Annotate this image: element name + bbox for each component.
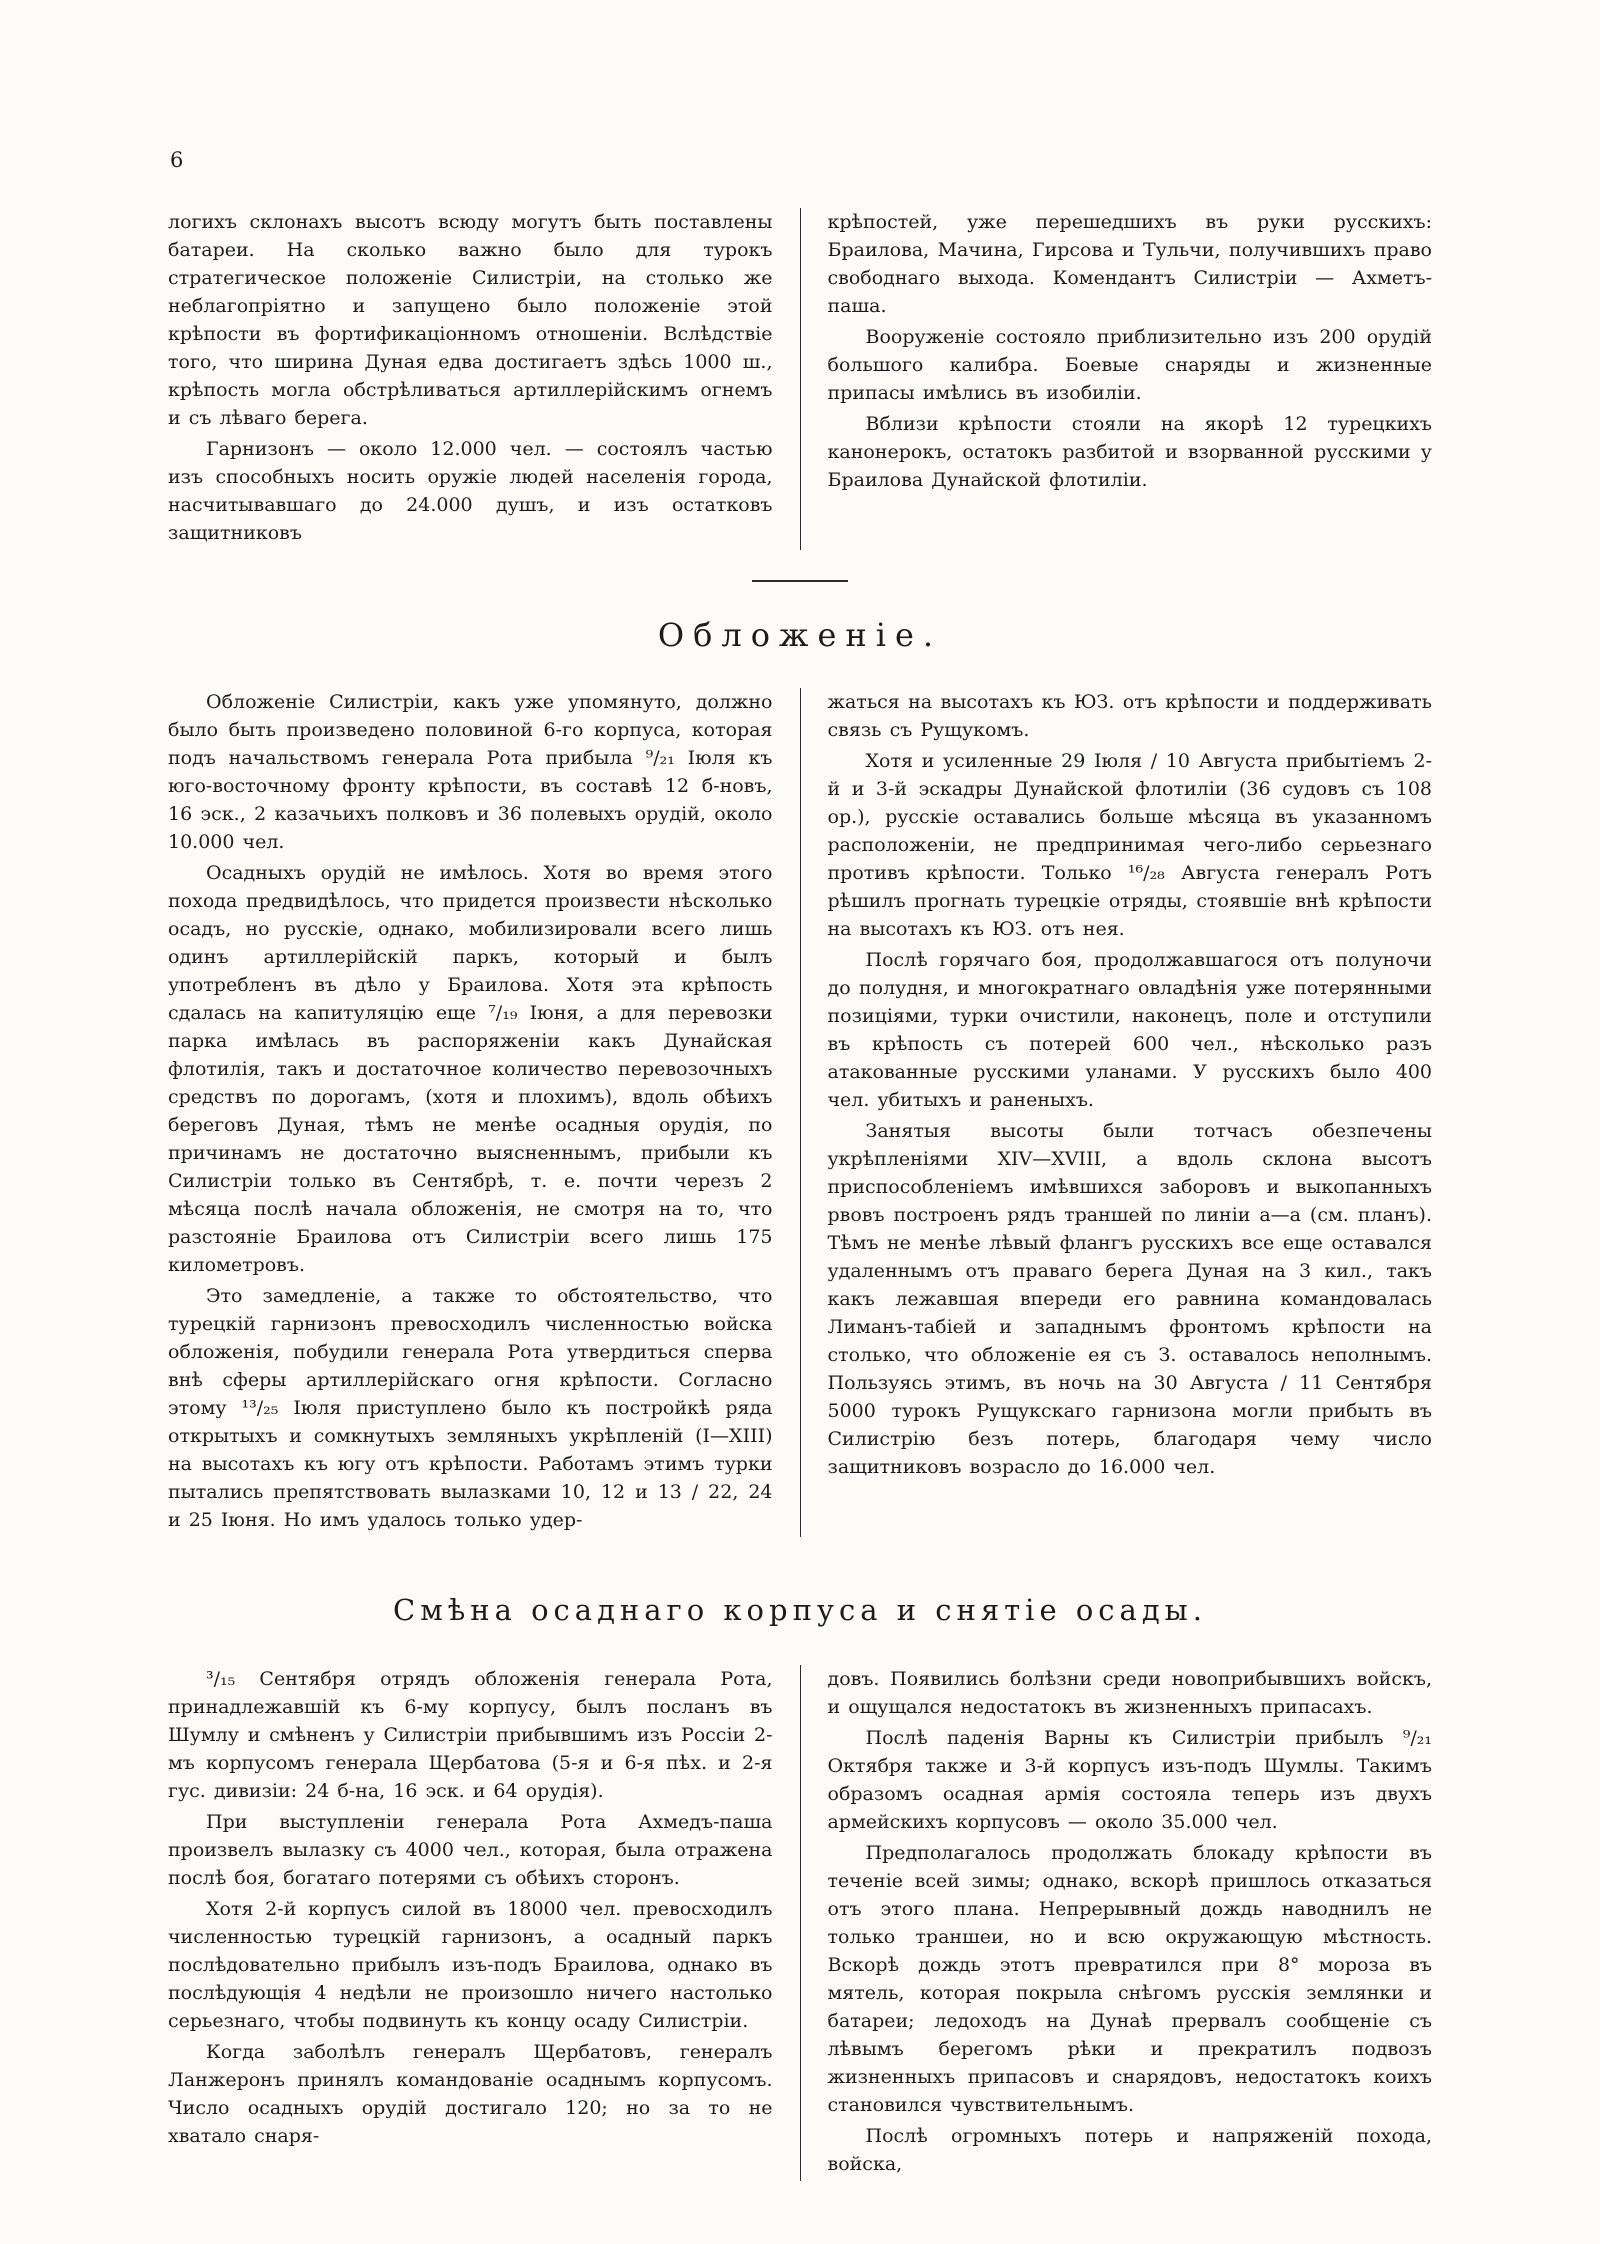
paragraph: Обложеніе Силистріи, какъ уже упомянуто, должно было быть произведено половиной 6-го корпуса, которая подъ начальствомъ генерала Рота прибыла ⁹/₂₁ Іюля къ юго-восточному фронту крѣпости, въ составѣ 12 б-новъ, 16 эск., 2 казачьихъ полковъ и 36 полевыхъ орудій, около 10.000 чел.: [168, 691, 773, 853]
relief-right-column: [828, 1665, 1433, 2181]
siege-right-column: [828, 688, 1433, 1537]
paragraph: ³/₁₅ Сентября отрядъ обложенія генерала Рота, принадлежавшій къ 6-му корпусу, былъ посланъ въ Шумлу и смѣненъ у Силистріи прибывшимъ изъ Россіи 2-мъ корпусомъ генерала Щербатова (5-я и 6-я пѣх. и 2-я гус. дивизіи: 24 б-на, 16 эск. и 64 орудія).: [168, 1668, 773, 1802]
paragraph: Предполагалось продолжать блокаду крѣпости въ теченіе всей зимы; однако, вскорѣ пришлось отказаться отъ этого плана. Непрерывный дождь наводнилъ не только траншеи, но и всю окружающую мѣстность. Вскорѣ дождь этотъ превратился при 8° мороза въ мятель, которая покрыла снѣгомъ русскія землянки и батареи; ледоходъ на Дунаѣ прервалъ сообщеніе съ лѣвымъ берегомъ рѣки и прекратилъ подвозъ жизненныхъ припасовъ и снарядовъ, недостатокъ коихъ становился чувствительнымъ.: [827, 1842, 1432, 2116]
intro-right-column: [828, 208, 1433, 550]
paragraph: Вблизи крѣпости стояли на якорѣ 12 турецкихъ канонерокъ, остатокъ разбитой и взорванной русскими у Браилова Дунайской флотиліи.: [827, 413, 1432, 491]
column-divider: [800, 1665, 801, 2181]
paragraph: Это замедленіе, а также то обстоятельство, что турецкій гарнизонъ превосходилъ численностью войска обложенія, побудили генерала Рота утвердиться сперва внѣ сферы артиллерійскаго огня крѣпости. Согласно этому ¹³/₂₅ Іюля приступлено было къ постройкѣ ряда открытыхъ и сомкнутыхъ земляныхъ укрѣпленій (I—XIII) на высотахъ къ югу отъ крѣпости. Работамъ этимъ турки пытались препятствовать вылазками 10, 12 и 13 / 22, 24 и 25 Іюня. Но имъ удалось только удер-: [168, 1285, 773, 1531]
relief-left-column: [168, 1665, 773, 2181]
paragraph: жаться на высотахъ къ ЮЗ. отъ крѣпости и поддерживать связь съ Рущукомъ.: [827, 691, 1432, 741]
paragraph: Хотя 2-й корпусъ силой въ 18000 чел. превосходилъ численностью турецкій гарнизонъ, а осадный паркъ послѣдовательно прибылъ изъ-подъ Браилова, однако въ послѣдующія 4 недѣли не произошло ничего настолько серьезнаго, чтобы подвинуть къ концу осаду Силистріи.: [168, 1898, 773, 2032]
paragraph: При выступленіи генерала Рота Ахмедъ-паша произвелъ вылазку съ 4000 чел., которая, была отражена послѣ боя, богатаго потерями съ обѣихъ сторонъ.: [168, 1811, 773, 1889]
column-divider: [800, 208, 801, 550]
section-heading-siege: Обложеніе.: [657, 616, 943, 654]
siege-section: [168, 688, 1432, 1537]
paragraph: Послѣ паденія Варны къ Силистріи прибылъ ⁹/₂₁ Октября также и 3-й корпусъ изъ-подъ Шумлы. Такимъ образомъ осадная армія состояла теперь изъ двухъ армейскихъ корпусовъ — около 35.000 чел.: [827, 1727, 1432, 1833]
section-heading-relief: Смѣна осаднаго корпуса и снятіе осады.: [393, 1593, 1207, 1627]
paragraph: Гарнизонъ — около 12.000 чел. — состоялъ частью изъ способныхъ носить оружіе людей населенія города, насчитывавшаго до 24.000 душъ, и изъ остатковъ защитниковъ: [168, 438, 773, 544]
page-number: 6: [170, 148, 184, 172]
intro-section: [168, 208, 1432, 550]
paragraph: крѣпостей, уже перешедшихъ въ руки русскихъ: Браилова, Мачина, Гирсова и Тульчи, получившихъ право свободнаго выхода. Комендантъ Силистріи — Ахметъ-паша.: [827, 211, 1432, 317]
section-rule: [752, 580, 848, 582]
relief-section: [168, 1665, 1432, 2181]
intro-left-column: [168, 208, 773, 550]
siege-left-column: [168, 688, 773, 1537]
paragraph: довъ. Появились болѣзни среди новоприбывшихъ войскъ, и ощущался недостатокъ въ жизненныхъ припасахъ.: [827, 1668, 1432, 1718]
paragraph: Занятыя высоты были тотчасъ обезпечены укрѣпленіями XIV—XVIII, а вдоль склона высотъ приспособленіемъ имѣвшихся заборовъ и выкопанныхъ рвовъ построенъ рядъ траншей по линіи a—a (см. планъ). Тѣмъ не менѣе лѣвый флангъ русскихъ все еще оставался удаленнымъ отъ праваго берега Дуная на 3 кил., такъ какъ лежавшая впереди его равнина командовалась Лиманъ-табіей и западнымъ фронтомъ крѣпости на столько, что обложеніе ея съ З. оставалось неполнымъ. Пользуясь этимъ, въ ночь на 30 Августа / 11 Сентября 5000 турокъ Рущукскаго гарнизона могли прибыть въ Силистрію безъ потерь, благодаря чему число защитниковъ возрасло до 16.000 чел.: [827, 1120, 1432, 1478]
paragraph: Когда заболѣлъ генералъ Щербатовъ, генералъ Ланжеронъ принялъ командованіе осаднымъ корпусомъ. Число осадныхъ орудій достигало 120; но за то не хватало снаря-: [168, 2041, 773, 2147]
paragraph: Вооруженіе состояло приблизительно изъ 200 орудій большого калибра. Боевые снаряды и жизненные припасы имѣлись въ изобиліи.: [827, 326, 1432, 404]
column-divider: [800, 688, 801, 1537]
paragraph: логихъ склонахъ высотъ всюду могутъ быть поставлены батареи. На сколько важно было для турокъ стратегическое положеніе Силистріи, на столько же неблагопріятно и запущено было положеніе этой крѣпости въ фортификаціонномъ отношеніи. Вслѣдствіе того, что ширина Дуная едва достигаетъ здѣсь 1000 ш., крѣпость могла обстрѣливаться артиллерійскимъ огнемъ и съ лѣваго берега.: [168, 211, 773, 429]
paragraph: Осадныхъ орудій не имѣлось. Хотя во время этого похода предвидѣлось, что придется произвести нѣсколько осадъ, но русскіе, однако, мобилизировали всего лишь одинъ артиллерійскій паркъ, который и былъ употребленъ въ дѣло у Браилова. Хотя эта крѣпость сдалась на капитуляцію еще ⁷/₁₉ Іюня, а для перевозки парка имѣлась въ распоряженіи какъ Дунайская флотилія, такъ и достаточное количество перевозочныхъ средствъ по дорогамъ, (хотя и плохимъ), вдоль обѣихъ береговъ Дуная, тѣмъ не менѣе осадныя орудія, по причинамъ не достаточно выясненнымъ, прибыли къ Силистріи только въ Сентябрѣ, т. е. почти черезъ 2 мѣсяца послѣ начала обложенія, не смотря на то, что разстояніе Браилова отъ Силистріи всего лишь 175 километровъ.: [168, 862, 773, 1276]
paragraph: Хотя и усиленные 29 Іюля / 10 Августа прибытіемъ 2-й и 3-й эскадры Дунайской флотиліи (36 судовъ съ 108 ор.), русскіе оставались больше мѣсяца въ указанномъ расположеніи, не предпринимая чего-либо серьезнаго противъ крѣпости. Только ¹⁶/₂₈ Августа генералъ Ротъ рѣшилъ прогнать турецкіе отряды, стоявшіе внѣ крѣпости на высотахъ къ ЮЗ. отъ нея.: [827, 750, 1432, 940]
paragraph: Послѣ горячаго боя, продолжавшагося отъ полуночи до полудня, и многократнаго овладѣнія уже потерянными позиціями, турки очистили, наконецъ, поле и отступили въ крѣпость съ потерей 600 чел., нѣсколько разъ атакованные русскими уланами. У русскихъ было 400 чел. убитыхъ и раненыхъ.: [827, 949, 1432, 1111]
paragraph: Послѣ огромныхъ потерь и напряженій похода, войска,: [827, 2125, 1432, 2175]
